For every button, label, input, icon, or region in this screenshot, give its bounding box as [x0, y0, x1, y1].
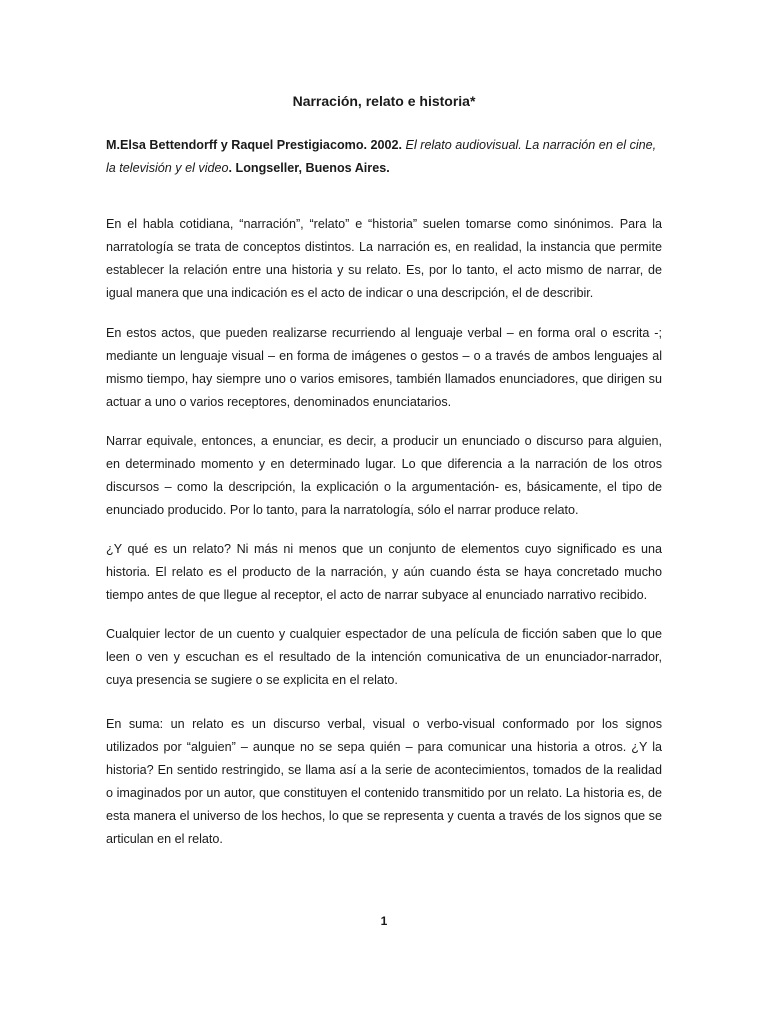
paragraph-2: En estos actos, que pueden realizarse recurriendo al lenguaje verbal – en forma oral o escrita -; mediante un lenguaje visual – en forma de imágenes o gestos – o a través de ambos lenguajes al mismo tiempo, hay siempre uno o varios emisores, también llamados enunciadores, que dirigen su actuar a uno o varios receptores, denominados enunciatarios. [106, 326, 662, 409]
citation-book-title: El relato audiovisual. La narración en el cine, la televisión y el video [106, 138, 657, 175]
citation [106, 134, 662, 180]
paragraph-6: En suma: un relato es un discurso verbal, visual o verbo-visual conformado por los signos utilizados por “alguien” – aunque no se sepa quién – para comunicar una historia a otros. ¿Y la historia? En sentido restringido, se llama así a la serie de acontecimientos, tomados de la realidad o imaginados por un autor, que constituyen el contenido transmitido por un relato. La historia es, de esta manera el universo de los hechos, lo que se representa y cuenta a través de los signos que se articulan en el relato. [106, 717, 662, 846]
citation-publisher: . Longseller, Buenos Aires. [228, 161, 390, 175]
document-title: Narración, relato e historia* [292, 93, 476, 109]
paragraph-5: Cualquier lector de un cuento y cualquier espectador de una película de ficción saben que lo que leen o ven y escuchan es el resultado de la intención comunicativa de un enunciador-narrador, cuya presencia se sugiere o se explicita en el relato. [106, 627, 662, 687]
paragraph-3: Narrar equivale, entonces, a enunciar, es decir, a producir un enunciado o discurso para alguien, en determinado momento y en determinado lugar. Lo que diferencia a la narración de los otros discursos – como la descripción, la explicación o la argumentación- es, básicamente, el tipo de enunciado producido. Por lo tanto, para la narratología, sólo el narrar produce relato. [106, 434, 662, 517]
page-number: 1 [380, 914, 388, 928]
paragraph-1: En el habla cotidiana, “narración”, “relato” e “historia” suelen tomarse como sinónimos. Para la narratología se trata de conceptos distintos. La narración es, en realidad, la instancia que permite establecer la relación entre una historia y su relato. Es, por lo tanto, el acto mismo de narrar, de igual manera que una indicación es el acto de indicar o una descripción, el de describir. [106, 217, 662, 300]
citation-authors-year: M.Elsa Bettendorff y Raquel Prestigiacomo. 2002. [106, 138, 403, 152]
paragraph-4: ¿Y qué es un relato? Ni más ni menos que un conjunto de elementos cuyo significado es una historia. El relato es el producto de la narración, y aún cuando ésta se haya concretado mucho tiempo antes de que llegue al receptor, el acto de narrar subyace al enunciado narrativo recibido. [106, 542, 662, 602]
